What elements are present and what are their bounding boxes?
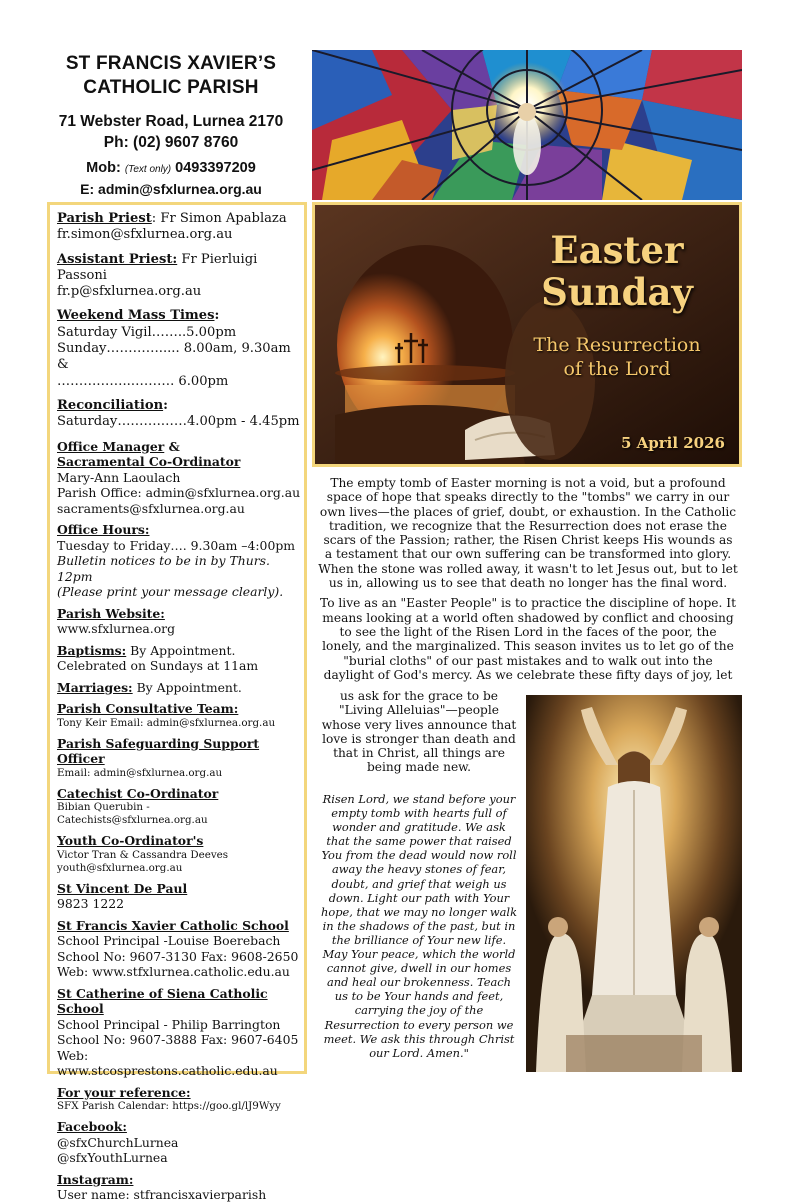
website-block xyxy=(57,606,304,637)
website-label: Parish Website: xyxy=(57,605,165,621)
office-manager-label: Office Manager xyxy=(57,438,165,454)
baptisms-block xyxy=(57,643,304,674)
parish-priest-email[interactable]: fr.simon@sfxlurnea.org.au xyxy=(57,227,233,243)
reflection-paragraph-2: To live as an "Easter People" is to practice the discipline of hope. It means looking at a world often shadowed by conflict and choosing to see the light of the Risen Lord in the faces of the poor, the lonely, and the marginalized. This season invites us to let go of the "burial cloths" of our past mistakes and to walk out into the daylight of God's mercy. As we celebrate these fifty days of joy, let xyxy=(320,596,736,682)
facebook-block xyxy=(57,1119,304,1166)
facebook-youth[interactable]: @sfxYouthLurnea xyxy=(57,1150,168,1166)
office-hours-label: Office Hours: xyxy=(57,522,150,538)
easter-reflection xyxy=(318,476,738,688)
parish-office-email[interactable]: Parish Office: admin@sfxlurnea.org.au xyxy=(57,485,301,501)
youth-email[interactable]: youth@sfxlurnea.org.au xyxy=(57,861,183,874)
facebook-church[interactable]: @sfxChurchLurnea xyxy=(57,1134,179,1150)
marriages-label: Marriages: xyxy=(57,679,133,695)
reflection-paragraph-2-continued: us ask for the grace to be "Living Alleluias"—people whose very lives announce that love is stronger than death and that in Christ, all things are being made new. xyxy=(321,689,517,775)
svdp-phone: 9823 1222 xyxy=(57,896,125,912)
svdp-label: St Vincent De Paul xyxy=(57,880,188,896)
parish-name-line2: CATHOLIC PARISH xyxy=(83,77,259,98)
assistant-priest-name: Fr Pierluigi Passoni xyxy=(57,251,258,283)
sfx-principal: School Principal -Louise Boerebach xyxy=(57,933,281,949)
office-manager-amp: & xyxy=(164,438,180,454)
reconciliation-colon: : xyxy=(163,397,168,413)
parish-priest-block xyxy=(57,211,304,244)
office-manager-name: Mary-Ann Laoulach xyxy=(57,469,181,485)
banner-subtitle-line2: of the Lord xyxy=(563,358,671,380)
parish-phone: Ph: (02) 9607 8760 xyxy=(103,134,239,151)
parish-priest-name: : Fr Simon Apablaza xyxy=(151,211,287,226)
office-hours-time: Tuesday to Friday…. 9.30am –4:00pm xyxy=(57,537,296,553)
mob-note: (Text only) xyxy=(124,164,172,175)
baptisms-schedule: Celebrated on Sundays at 11am xyxy=(57,658,259,674)
parish-info-sidebar xyxy=(47,202,307,1203)
stc-web[interactable]: Web: www.stcosprestons.catholic.edu.au xyxy=(57,1047,278,1079)
banner-date: 5 April 2026 xyxy=(620,434,725,452)
parish-name-line1: ST FRANCIS XAVIER’S xyxy=(65,53,277,74)
instagram-username[interactable]: User name: stfrancisxavierparish xyxy=(57,1187,267,1203)
catechist-name: Bibian Querubin - xyxy=(57,801,150,814)
sacramental-coordinator-label: Sacramental Co-Ordinator xyxy=(57,454,241,470)
reconciliation-time: Saturday……….……4.00pm - 4.45pm xyxy=(57,414,300,430)
youth-label: Youth Co-Ordinator's xyxy=(57,833,204,849)
reflection-paragraph-1: The empty tomb of Easter morning is not a void, but a profound space of hope that speaks directly to the "tombs" we carry in our own lives—the places of grief, doubt, or exhaustion. In the Catholic tradition, we recognize that the Resurrection does not erase the scars of the Passion; rather, the Risen Christ keeps His wounds as a testament that our own suffering can be transformed into glory. When the stone was rolled away, it wasn't to let Jesus out, but to let us in, allowing us to see that death no longer has the final word. xyxy=(318,476,738,591)
consultative-label: Parish Consultative Team: xyxy=(57,701,239,717)
parish-priest-label: Parish Priest xyxy=(57,211,152,226)
website-link[interactable]: www.sfxlurnea.org xyxy=(57,621,176,637)
youth-block xyxy=(57,833,304,875)
instagram-label: Instagram: xyxy=(57,1171,134,1187)
mass-times-label: Weekend Mass Times xyxy=(57,308,215,324)
parish-header xyxy=(40,52,302,198)
mob-number: 0493397209 xyxy=(175,160,256,176)
easter-prayer: Risen Lord, we stand before your empty tomb with hearts full of wonder and gratitude. We ask that the same power that raised You from the dead would now roll away the heavy stones of fear, doubt, and grief that weigh us down. Light our path with Your hope, that we may no longer walk in the shadows of the past, but in the brilliance of Your new life. May Your peace, which the world cannot give, dwell in our homes and heal our brokenness. Teach us to be Your hands and feet, carrying the joy of the Resurrection to every person we meet. We ask this through Christ our Lord. Amen." xyxy=(321,792,517,1060)
stc-principal: School Principal - Philip Barrington xyxy=(57,1016,281,1032)
banner-subtitle-line1: The Resurrection xyxy=(533,334,701,356)
mob-label: Mob: xyxy=(86,160,121,176)
instagram-block xyxy=(57,1172,304,1203)
stained-glass-image xyxy=(312,50,742,200)
consultative-block xyxy=(57,701,304,730)
bulletin-note-print: (Please print your message clearly). xyxy=(57,584,284,600)
mass-sunday: Sunday…………..... 8.00am, 9.30am & xyxy=(57,341,291,373)
assistant-priest-label: Assistant Priest: xyxy=(57,251,178,267)
marriages-text: By Appointment. xyxy=(132,679,242,695)
office-manager-block xyxy=(57,439,304,517)
stc-school-label: St Catherine of Siena Catholic School xyxy=(57,985,268,1017)
catechist-email[interactable]: Catechists@sfxlurnea.org.au xyxy=(57,814,208,827)
mass-sunday-evening: ……………..………. 6.00pm xyxy=(57,373,229,389)
parish-email: E: admin@sfxlurnea.org.au xyxy=(80,181,262,197)
reconciliation-label: Reconciliation xyxy=(57,397,164,413)
safeguarding-label: Parish Safeguarding Support Officer xyxy=(57,735,260,767)
baptisms-label: Baptisms: xyxy=(57,642,127,658)
assistant-priest-email[interactable]: fr.p@sfxlurnea.org.au xyxy=(57,284,202,300)
bulletin-note: Bulletin notices to be in by Thurs. 12pm xyxy=(57,553,270,584)
reference-block xyxy=(57,1085,304,1114)
marriages-block xyxy=(57,680,304,696)
assistant-priest-block xyxy=(57,252,304,301)
sacraments-email[interactable]: sacraments@sfxlurnea.org.au xyxy=(57,500,245,516)
banner-title-sunday: Sunday xyxy=(541,270,693,314)
calendar-link[interactable]: SFX Parish Calendar: https://goo.gl/lJ9Wyy xyxy=(57,1100,281,1113)
sfx-school-block xyxy=(57,918,304,980)
baptisms-text: By Appointment. xyxy=(126,642,236,658)
risen-christ-image xyxy=(526,695,742,1072)
sfx-web[interactable]: Web: www.stfxlurnea.catholic.edu.au xyxy=(57,964,290,980)
safeguarding-block xyxy=(57,736,304,780)
banner-title xyxy=(517,229,717,313)
easter-sunday-banner xyxy=(312,202,742,467)
reconciliation-block xyxy=(57,398,304,431)
parish-mobile xyxy=(40,158,302,180)
stc-phone: School No: 9607-3888 Fax: 9607-6405 xyxy=(57,1032,299,1048)
banner-subtitle xyxy=(517,333,717,381)
mass-times-block xyxy=(57,308,304,389)
sfx-school-label: St Francis Xavier Catholic School xyxy=(57,917,289,933)
mass-saturday: Saturday Vigil……..5.00pm xyxy=(57,324,237,340)
consultative-contact: Tony Keir Email: admin@sfxlurnea.org.au xyxy=(57,716,276,729)
catechist-block xyxy=(57,786,304,828)
banner-title-easter: Easter xyxy=(550,228,684,272)
sfx-phone: School No: 9607-3130 Fax: 9608-2650 xyxy=(57,948,299,964)
reference-label: For your reference: xyxy=(57,1084,191,1100)
safeguarding-email: Email: admin@sfxlurnea.org.au xyxy=(57,766,223,779)
facebook-label: Facebook: xyxy=(57,1119,127,1135)
youth-names: Victor Tran & Cassandra Deeves xyxy=(57,848,229,861)
office-hours-block xyxy=(57,522,304,600)
svdp-block xyxy=(57,881,304,912)
catechist-label: Catechist Co-Ordinator xyxy=(57,785,219,801)
stc-school-block xyxy=(57,986,304,1079)
mass-times-colon: : xyxy=(214,308,220,324)
parish-address: 71 Webster Road, Lurnea 2170 xyxy=(58,113,284,130)
